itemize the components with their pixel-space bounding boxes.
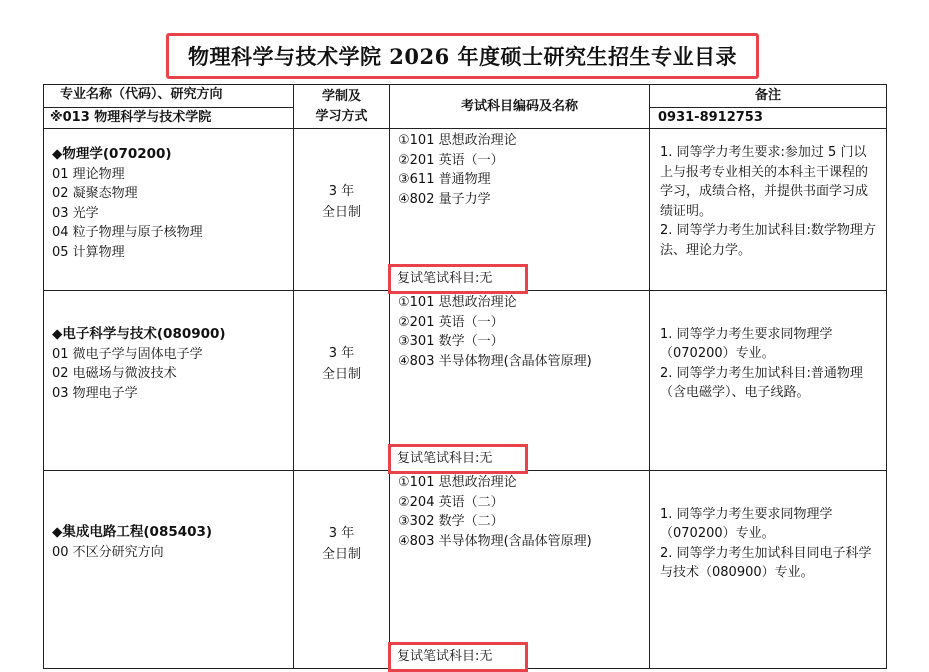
- header-notes: 备注: [650, 85, 887, 108]
- direction-item: 03 光学: [52, 205, 99, 221]
- note-item: 2. 同等学力考生加试科目同电子科学与技术（080900）专业。: [660, 545, 872, 580]
- header-mode: [294, 85, 390, 129]
- note-item: 1. 同等学力考生要求:参加过 5 门以上与报考专业相关的本科主干课程的学习，成绩合格，并提供书面学习成绩证明。: [660, 145, 869, 219]
- study-years: 3 年: [328, 525, 355, 541]
- subject-item: ④803 半导体物理(含晶体管原理): [398, 353, 592, 369]
- table-row: [44, 129, 887, 291]
- retest-subjects: 复试笔试科目:无: [388, 444, 528, 474]
- major-cell: [44, 129, 294, 291]
- study-mode: 全日制: [321, 546, 361, 562]
- notes-cell: [650, 129, 887, 291]
- subject-item: ②204 英语（二）: [398, 494, 504, 510]
- subject-item: ②201 英语（一）: [398, 314, 504, 330]
- header-mode-line1: 学制及: [321, 88, 361, 104]
- major-name: ◆电子科学与技术(080900): [52, 326, 226, 342]
- direction-item: 00 不区分研究方向: [52, 544, 164, 560]
- mode-cell: [294, 291, 390, 471]
- note-item: 2. 同等学力考生加试科目:数学物理方法、理论力学。: [660, 223, 876, 258]
- direction-item: 02 电磁场与微波技术: [52, 366, 177, 381]
- mode-cell: [294, 129, 390, 291]
- study-years: 3 年: [328, 345, 355, 361]
- catalog-table: [43, 84, 887, 669]
- major-cell: [44, 471, 294, 669]
- major-name: ◆物理学(070200): [52, 146, 172, 162]
- subject-item: ④802 量子力学: [398, 191, 491, 207]
- subjects-cell: [390, 291, 650, 471]
- major-name: ◆集成电路工程(085403): [52, 524, 213, 540]
- major-cell: [44, 291, 294, 471]
- table-row: [44, 291, 887, 471]
- retest-subjects: 复试笔试科目:无: [388, 642, 528, 672]
- page-title: 物理科学与技术学院 2026 年度硕士研究生招生专业目录: [187, 44, 738, 69]
- note-item: 1. 同等学力考生要求同物理学（070200）专业。: [660, 326, 833, 361]
- subject-item: ②201 英语（一）: [398, 152, 504, 168]
- table-row: [44, 471, 887, 669]
- header-subjects: 考试科目编码及名称: [390, 85, 650, 129]
- direction-item: 03 物理电子学: [52, 385, 138, 401]
- header-major: 专业名称（代码）、研究方向: [44, 85, 294, 108]
- direction-item: 04 粒子物理与原子核物理: [52, 225, 203, 240]
- note-item: 1. 同等学力考生要求同物理学（070200）专业。: [660, 506, 833, 541]
- retest-subjects: 复试笔试科目:无: [388, 264, 528, 294]
- direction-item: 05 计算物理: [52, 244, 125, 260]
- direction-item: 01 微电子学与固体电子学: [52, 346, 203, 362]
- subject-item: ①101 思想政治理论: [398, 133, 517, 148]
- contact-phone: 0931-8912753: [650, 108, 887, 129]
- note-item: 2. 同等学力考生加试科目:普通物理（含电磁学）、电子线路。: [660, 365, 863, 400]
- direction-item: 01 理论物理: [52, 166, 125, 182]
- subjects-cell: [390, 129, 650, 291]
- header-row: [44, 85, 887, 108]
- school-code: ※013 物理科学与技术学院: [44, 108, 294, 129]
- subject-item: ③302 数学（二）: [398, 514, 504, 529]
- subject-item: ①101 思想政治理论: [398, 295, 517, 310]
- notes-cell: [650, 291, 887, 471]
- subject-item: ④803 半导体物理(含晶体管原理): [398, 533, 592, 549]
- subject-item: ③301 数学（一）: [398, 334, 504, 349]
- title-highlight-box: [166, 33, 759, 79]
- study-mode: 全日制: [321, 366, 361, 382]
- direction-item: 02 凝聚态物理: [52, 186, 138, 201]
- subject-item: ③611 普通物理: [398, 172, 491, 187]
- header-mode-line2: 学习方式: [315, 108, 368, 124]
- subjects-cell: [390, 471, 650, 669]
- mode-cell: [294, 471, 390, 669]
- notes-cell: [650, 471, 887, 669]
- study-years: 3 年: [328, 183, 355, 199]
- subject-item: ①101 思想政治理论: [398, 475, 517, 490]
- study-mode: 全日制: [321, 204, 361, 220]
